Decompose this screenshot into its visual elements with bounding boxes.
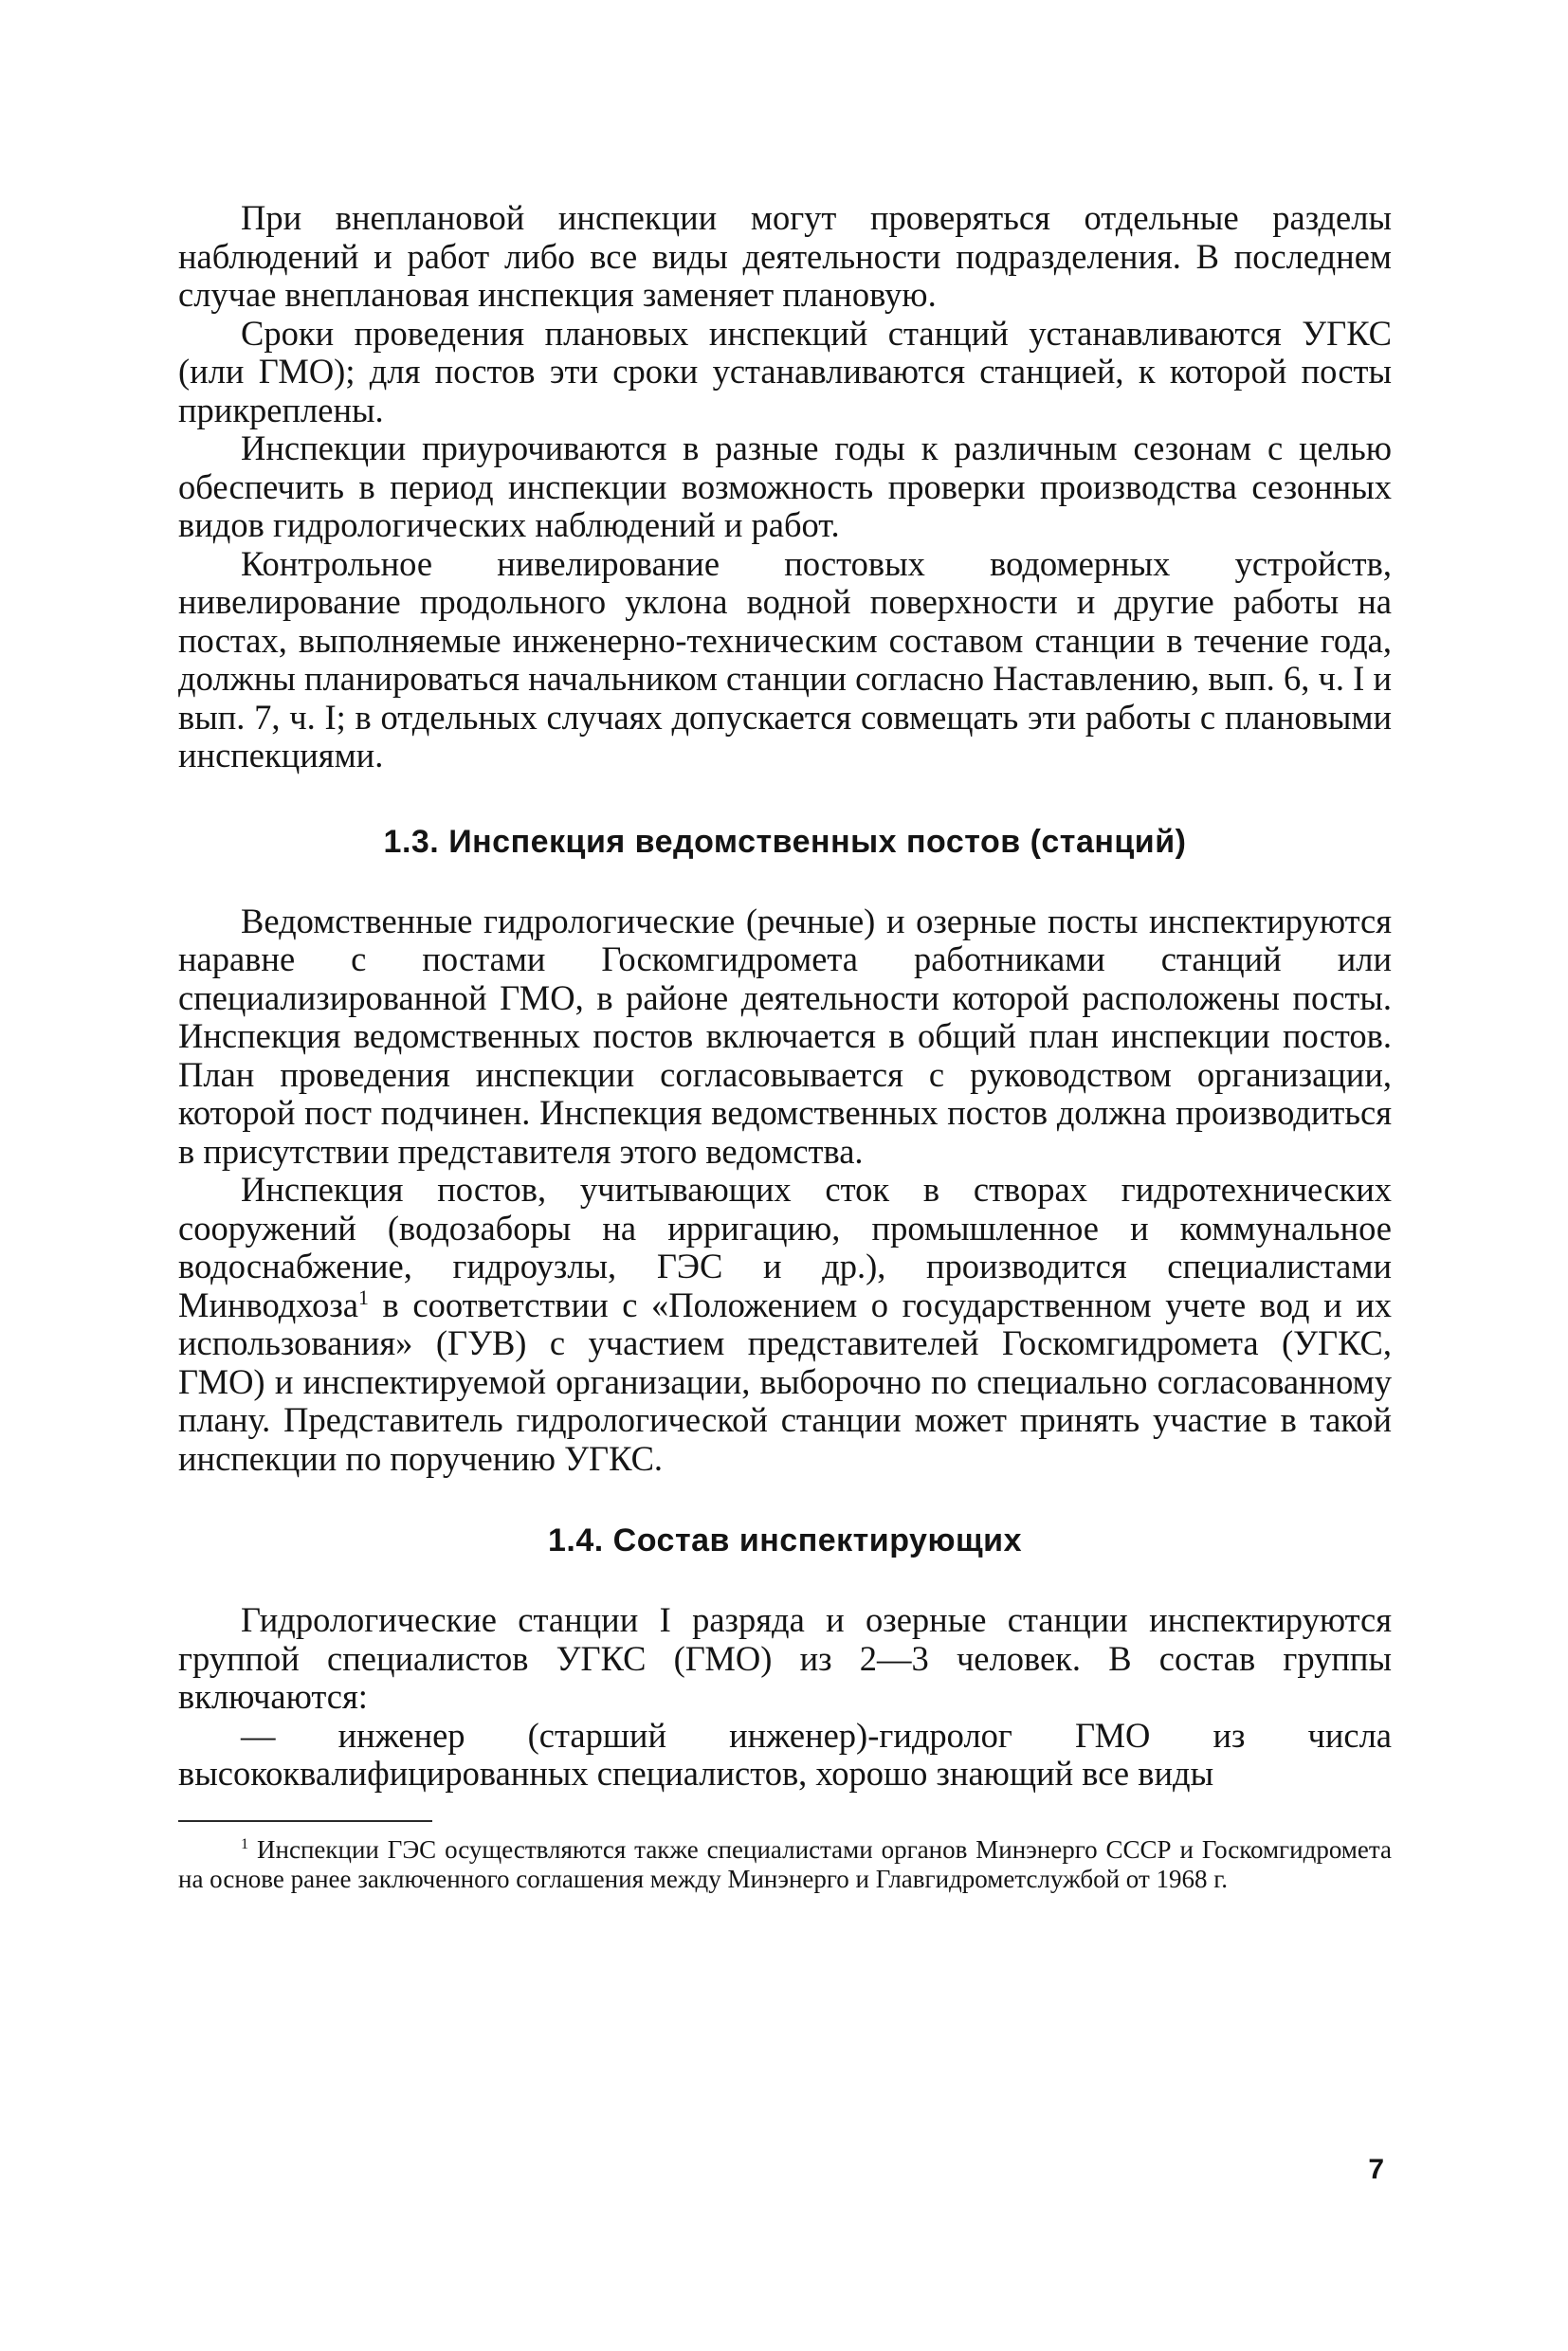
paragraph: Инспекции приурочиваются в разные годы к различным сезонам с целью обеспечить в период инспекции возможность проверки производства сезонных видов гидрологических наблюдений и работ.	[178, 428, 1392, 544]
footnote-text: Инспекции ГЭС осуществляются также специалистами органов Минэнерго СССР и Госкомгидромета на основе ранее заключенного соглашения между Минэнерго и Главгидрометслужбой от 1968 г.	[178, 1834, 1392, 1893]
document-page	[178, 199, 1392, 2209]
footnote-divider	[178, 1820, 432, 1822]
section-1-3-body	[178, 902, 1392, 1479]
paragraph: — инженер (старший инженер)-гидролог ГМО из числа высококвалифицированных специалистов, хорошо знающий все виды	[178, 1715, 1392, 1793]
paragraph-with-footnote-ref	[178, 1171, 1392, 1478]
footnote-mark: 1	[241, 1834, 249, 1852]
paragraph: Контрольное нивелирование постовых водомерных устройств, нивелирование продольного уклона водной поверхности и другие работы на постах, выполняемые инженерно-техническим составом станции в течение года, должны планироваться начальником станции согласно Наставлению, вып. 6, ч. I и вып. 7, ч. I; в отдельных случаях допускается совмещать эти работы с плановыми инспекциями.	[178, 543, 1392, 775]
paragraph: Ведомственные гидрологические (речные) и озерные посты инспектируются наравне с постами Госкомгидромета работниками станций или специализированной ГМО, в районе деятельности которой расположены посты. Инспекция ведомственных постов включается в общий план инспекции постов. План проведения инспекции согласовывается с руководством организации, которой пост подчинен. Инспекция ведомственных постов должна производиться в присутствии представителя этого ведомства.	[178, 901, 1392, 1171]
paragraph-text: в соответствии с «Положением о государственном учете вод и их использования» (ГУВ) с участием представителей Госкомгидромета (УГКС, ГМО) и инспектируемой организации, выборочно по специально согласованному плану. Представитель гидрологической станции может принять участие в такой инспекции по поручению УГКС.	[178, 1285, 1392, 1478]
section-heading-1-3: 1.3. Инспекция ведомственных постов (станций)	[383, 823, 1187, 860]
footnote-reference: 1	[358, 1285, 369, 1309]
footnote	[178, 1835, 1392, 1894]
section-1-4-body	[178, 1601, 1392, 1794]
paragraph: Сроки проведения плановых инспекций станций устанавливаются УГКС (или ГМО); для постов эти сроки устанавливаются станцией, к которой посты прикреплены.	[178, 313, 1392, 429]
paragraph-text: Инспекция постов, учитывающих сток в створах гидротехнических сооружений (водозаборы на ирригацию, промышленное и коммунальное водоснабжение, гидроузлы, ГЭС и др.), производится специалистами Минводхоза	[178, 1170, 1392, 1324]
paragraph: Гидрологические станции I разряда и озерные станции инспектируются группой специалистов УГКС (ГМО) из 2—3 человек. В состав группы включаются:	[178, 1600, 1392, 1716]
paragraph: При внеплановой инспекции могут проверяться отдельные разделы наблюдений и работ либо все виды деятельности подразделения. В последнем случае внеплановая инспекция заменяет плановую.	[178, 198, 1392, 314]
page-number: 7	[1368, 2154, 1384, 2185]
section-heading-1-4: 1.4. Состав инспектирующих	[548, 1522, 1022, 1558]
body-text-top	[178, 199, 1392, 775]
